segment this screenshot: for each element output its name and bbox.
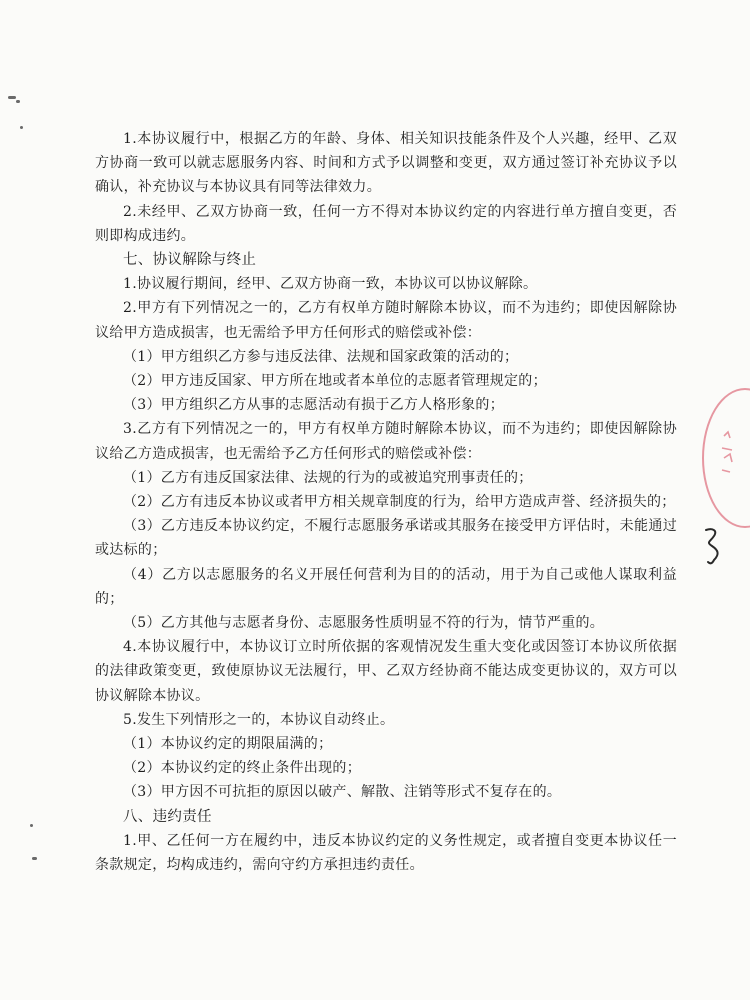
- seal-star-icon: [718, 428, 746, 480]
- list-item: （3）甲方因不可抗拒的原因以破产、解散、注销等形式不复存在的。: [123, 784, 562, 801]
- list-item: （1）乙方有违反国家法律、法规的行为的或被追究刑事责任的；: [123, 469, 533, 486]
- paragraph: 3.乙方有下列情况之一的，甲方有权单方随时解除本协议，而不为违约；即使因解除协议给乙方造成损害，也无需给予乙方任何形式的赔偿或补偿：: [95, 421, 677, 462]
- list-item: （2）本协议约定的终止条件出现的；: [123, 760, 362, 777]
- list-item: （3）甲方组织乙方从事的志愿活动有损于乙方人格形象的；: [123, 397, 505, 414]
- list-item: （2）乙方有违反本协议或者甲方相关规章制度的行为，给甲方造成声誉、经济损失的；: [123, 494, 676, 511]
- paragraph: 1.协议履行期间，经甲、乙双方协商一致，本协议可以协议解除。: [123, 276, 538, 293]
- paragraph: 2.未经甲、乙双方协商一致，任何一方不得对本协议约定的内容进行单方擅自变更，否则即构成违约。: [95, 203, 677, 244]
- section-heading: 八、违约责任: [123, 808, 212, 825]
- paragraph: 1.本协议履行中，根据乙方的年龄、身体、相关知识技能条件及个人兴趣，经甲、乙双方协商一致可以就志愿服务内容、时间和方式予以调整和变更，双方通过签订补充协议予以确认，补充协议与本协议具有同等法律效力。: [95, 131, 677, 196]
- document-body: [95, 127, 677, 877]
- binding-mark: [20, 126, 23, 129]
- binding-mark: [30, 824, 33, 827]
- section-heading: 七、协议解除与终止: [123, 252, 257, 269]
- list-item: （4）乙方以志愿服务的名义开展任何营利为目的的活动，用于为自己或他人谋取利益的；: [95, 566, 677, 607]
- seal-stamp-fragment: [702, 388, 750, 528]
- paragraph: 5.发生下列情形之一的，本协议自动终止。: [123, 711, 395, 728]
- signature-mark: [700, 524, 726, 568]
- list-item: （5）乙方其他与志愿者身份、志愿服务性质明显不符的行为，情节严重的。: [123, 615, 605, 632]
- list-item: （1）本协议约定的期限届满的；: [123, 736, 333, 753]
- paragraph: 2.甲方有下列情况之一的，乙方有权单方随时解除本协议，而不为违约；即使因解除协议给甲方造成损害，也无需给予甲方任何形式的赔偿或补偿：: [95, 300, 677, 341]
- list-item: （2）甲方违反国家、甲方所在地或者本单位的志愿者管理规定的；: [123, 373, 547, 390]
- paragraph: 1.甲、乙任何一方在履约中，违反本协议约定的义务性规定，或者擅自变更本协议任一条款规定，均构成违约，需向守约方承担违约责任。: [95, 832, 677, 874]
- binding-mark: [8, 96, 16, 99]
- binding-mark: [32, 857, 37, 860]
- paragraph: 4.本协议履行中，本协议订立时所依据的客观情况发生重大变化或因签订本协议所依据的法律政策变更，致使原协议无法履行，甲、乙双方经协商不能达成变更协议的，双方可以协议解除本协议。: [95, 639, 677, 704]
- list-item: （3）乙方违反本协议约定，不履行志愿服务承诺或其服务在接受甲方评估时，未能通过或达标的；: [95, 518, 677, 559]
- list-item: （1）甲方组织乙方参与违反法律、法规和国家政策的活动的；: [123, 348, 519, 365]
- binding-mark: [16, 100, 20, 103]
